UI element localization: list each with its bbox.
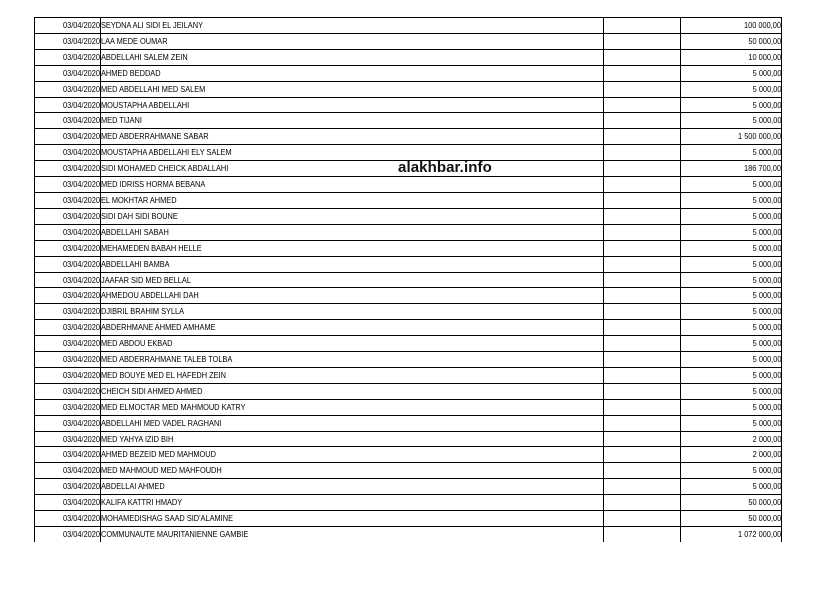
date-cell (35, 145, 101, 161)
amount-text: 5 000,00 (752, 401, 781, 412)
table-row (35, 240, 782, 256)
amount-cell (681, 18, 782, 34)
date-text: 03/04/2020 (63, 433, 100, 444)
amount-text: 5 000,00 (752, 369, 781, 380)
name-text: ABDELLAHI SALEM ZEIN (101, 51, 188, 62)
date-cell (35, 33, 101, 49)
amount-cell (681, 415, 782, 431)
empty-cell (604, 145, 681, 161)
date-text: 03/04/2020 (63, 497, 100, 508)
name-text: MED ABDELLAHI MED SALEM (101, 83, 206, 94)
name-cell (101, 192, 604, 208)
date-text: 03/04/2020 (63, 290, 100, 301)
amount-text: 5 000,00 (752, 465, 781, 476)
empty-cell (604, 129, 681, 145)
empty-cell (604, 49, 681, 65)
empty-cell (604, 240, 681, 256)
name-text: ABDELLAHI MED VADEL RAGHANI (101, 417, 222, 428)
date-text: 03/04/2020 (63, 465, 100, 476)
amount-text: 5 000,00 (752, 83, 781, 94)
table-row (35, 177, 782, 193)
empty-cell (604, 18, 681, 34)
empty-cell (604, 113, 681, 129)
amount-cell (681, 479, 782, 495)
name-text: AHMED BEDDAD (101, 67, 161, 78)
date-text: 03/04/2020 (63, 322, 100, 333)
date-text: 03/04/2020 (63, 83, 100, 94)
date-text: 03/04/2020 (63, 481, 100, 492)
amount-text: 100 000,00 (744, 20, 781, 30)
date-text: 03/04/2020 (63, 529, 100, 539)
amount-text: 5 000,00 (752, 385, 781, 396)
name-text: MED ELMOCTAR MED MAHMOUD KATRY (101, 401, 246, 412)
name-text: SEYDNA ALI SIDI EL JEILANY (101, 20, 204, 30)
date-cell (35, 49, 101, 65)
table-row (35, 527, 782, 542)
date-cell (35, 415, 101, 431)
amount-text: 5 000,00 (752, 338, 781, 349)
date-text: 03/04/2020 (63, 99, 100, 110)
name-cell (101, 208, 604, 224)
amount-cell (681, 177, 782, 193)
date-cell (35, 320, 101, 336)
name-cell (101, 177, 604, 193)
table-row (35, 18, 782, 34)
name-cell (101, 129, 604, 145)
name-cell (101, 18, 604, 34)
amount-text: 50 000,00 (748, 35, 781, 46)
empty-cell (604, 256, 681, 272)
amount-text: 2 000,00 (752, 449, 781, 460)
name-text: COMMUNAUTE MAURITANIENNE GAMBIE (101, 529, 249, 539)
amount-text: 5 000,00 (752, 417, 781, 428)
name-text: AHMED BEZEID MED MAHMOUD (101, 449, 216, 460)
date-cell (35, 352, 101, 368)
amount-cell (681, 463, 782, 479)
amount-cell (681, 192, 782, 208)
empty-cell (604, 272, 681, 288)
date-cell (35, 256, 101, 272)
date-cell (35, 81, 101, 97)
name-text: MEHAMEDEN BABAH HELLE (101, 242, 202, 253)
amount-text: 5 000,00 (752, 210, 781, 221)
name-text: AHMEDOU ABDELLAHI DAH (101, 290, 199, 301)
amount-text: 5 000,00 (752, 306, 781, 317)
name-text: KALIFA KATTRI HMADY (101, 497, 183, 508)
name-cell (101, 320, 604, 336)
name-cell (101, 224, 604, 240)
empty-cell (604, 208, 681, 224)
name-cell (101, 304, 604, 320)
name-cell (101, 49, 604, 65)
date-text: 03/04/2020 (63, 179, 100, 190)
name-cell (101, 399, 604, 415)
name-cell (101, 272, 604, 288)
amount-cell (681, 367, 782, 383)
amount-text: 50 000,00 (748, 513, 781, 524)
name-text: CHEICH SIDI AHMED AHMED (101, 385, 203, 396)
amount-cell (681, 431, 782, 447)
amount-text: 5 000,00 (752, 258, 781, 269)
empty-cell (604, 447, 681, 463)
amount-cell (681, 33, 782, 49)
name-text: JAAFAR SID MED BELLAL (101, 274, 191, 285)
amount-cell (681, 240, 782, 256)
table-row (35, 49, 782, 65)
empty-cell (604, 304, 681, 320)
name-text: ABDELLAI AHMED (101, 481, 165, 492)
date-text: 03/04/2020 (63, 306, 100, 317)
name-text: ABDERHMANE AHMED AMHAME (101, 322, 216, 333)
date-text: 03/04/2020 (63, 417, 100, 428)
table-row (35, 208, 782, 224)
name-cell (101, 367, 604, 383)
amount-text: 5 000,00 (752, 179, 781, 190)
amount-cell (681, 495, 782, 511)
date-text: 03/04/2020 (63, 354, 100, 365)
date-cell (35, 272, 101, 288)
amount-cell (681, 97, 782, 113)
date-text: 03/04/2020 (63, 194, 100, 205)
date-text: 03/04/2020 (63, 385, 100, 396)
date-text: 03/04/2020 (63, 51, 100, 62)
amount-text: 1 500 000,00 (737, 131, 781, 142)
name-cell (101, 431, 604, 447)
name-cell (101, 65, 604, 81)
table-row (35, 431, 782, 447)
name-text: SIDI DAH SIDI BOUNE (101, 210, 178, 221)
table-row (35, 399, 782, 415)
name-cell (101, 495, 604, 511)
date-cell (35, 208, 101, 224)
date-cell (35, 129, 101, 145)
date-text: 03/04/2020 (63, 369, 100, 380)
amount-cell (681, 511, 782, 527)
date-cell (35, 527, 101, 542)
name-cell (101, 288, 604, 304)
amount-cell (681, 272, 782, 288)
date-cell (35, 463, 101, 479)
name-text: MED IDRISS HORMA BEBANA (101, 179, 206, 190)
amount-cell (681, 81, 782, 97)
name-text: DJIBRIL BRAHIM SYLLA (101, 306, 185, 317)
name-cell (101, 240, 604, 256)
empty-cell (604, 177, 681, 193)
amount-cell (681, 288, 782, 304)
date-text: 03/04/2020 (63, 35, 100, 46)
table-row (35, 304, 782, 320)
date-text: 03/04/2020 (63, 210, 100, 221)
date-cell (35, 18, 101, 34)
amount-cell (681, 320, 782, 336)
amount-cell (681, 129, 782, 145)
name-text: MOUSTAPHA ABDELLAHI (101, 99, 190, 110)
table-row (35, 81, 782, 97)
name-text: MOHAMEDISHAG SAAD SID'ALAMINE (101, 513, 234, 524)
date-text: 03/04/2020 (63, 258, 100, 269)
name-cell (101, 256, 604, 272)
ledger-body (35, 18, 782, 542)
name-text: MED MAHMOUD MED MAHFOUDH (101, 465, 222, 476)
date-cell (35, 97, 101, 113)
date-cell (35, 367, 101, 383)
table-row (35, 192, 782, 208)
table-row (35, 479, 782, 495)
amount-cell (681, 161, 782, 177)
name-cell (101, 527, 604, 542)
amount-text: 5 000,00 (752, 322, 781, 333)
empty-cell (604, 431, 681, 447)
table-row (35, 447, 782, 463)
amount-text: 5 000,00 (752, 290, 781, 301)
empty-cell (604, 415, 681, 431)
date-cell (35, 336, 101, 352)
date-cell (35, 65, 101, 81)
name-cell (101, 33, 604, 49)
empty-cell (604, 352, 681, 368)
name-text: EL MOKHTAR AHMED (101, 194, 177, 205)
amount-cell (681, 383, 782, 399)
amount-text: 5 000,00 (752, 242, 781, 253)
date-cell (35, 511, 101, 527)
name-text: SIDI MOHAMED CHEICK ABDALLAHI (101, 163, 229, 174)
empty-cell (604, 192, 681, 208)
name-text: MED ABDOU EKBAD (101, 338, 173, 349)
amount-text: 10 000,00 (748, 51, 781, 62)
name-text: MOUSTAPHA ABDELLAHI ELY SALEM (101, 147, 232, 158)
date-text: 03/04/2020 (63, 67, 100, 78)
table-row (35, 288, 782, 304)
table-row (35, 511, 782, 527)
date-text: 03/04/2020 (63, 401, 100, 412)
amount-cell (681, 145, 782, 161)
name-text: MED YAHYA IZID BIH (101, 433, 174, 444)
table-row (35, 113, 782, 129)
table-row (35, 367, 782, 383)
watermark-text: alakhbar.info (398, 159, 492, 176)
empty-cell (604, 367, 681, 383)
table-row (35, 224, 782, 240)
table-row (35, 320, 782, 336)
empty-cell (604, 527, 681, 542)
date-cell (35, 113, 101, 129)
amount-cell (681, 352, 782, 368)
amount-cell (681, 447, 782, 463)
name-cell (101, 463, 604, 479)
name-cell (101, 97, 604, 113)
table-row (35, 272, 782, 288)
amount-cell (681, 65, 782, 81)
name-text: ABDELLAHI SABAH (101, 226, 169, 237)
empty-cell (604, 97, 681, 113)
name-cell (101, 479, 604, 495)
date-cell (35, 304, 101, 320)
empty-cell (604, 224, 681, 240)
name-cell (101, 447, 604, 463)
amount-cell (681, 49, 782, 65)
amount-cell (681, 224, 782, 240)
amount-text: 50 000,00 (748, 497, 781, 508)
table-row (35, 383, 782, 399)
empty-cell (604, 320, 681, 336)
table-row (35, 336, 782, 352)
date-cell (35, 431, 101, 447)
date-text: 03/04/2020 (63, 20, 100, 30)
date-text: 03/04/2020 (63, 226, 100, 237)
date-cell (35, 161, 101, 177)
donation-ledger (34, 17, 782, 542)
date-text: 03/04/2020 (63, 338, 100, 349)
amount-cell (681, 113, 782, 129)
date-cell (35, 495, 101, 511)
date-cell (35, 224, 101, 240)
amount-text: 5 000,00 (752, 67, 781, 78)
name-text: MED ABDERRAHMANE SABAR (101, 131, 209, 142)
name-cell (101, 145, 604, 161)
name-cell (101, 511, 604, 527)
empty-cell (604, 81, 681, 97)
empty-cell (604, 511, 681, 527)
date-text: 03/04/2020 (63, 163, 100, 174)
amount-cell (681, 304, 782, 320)
name-cell (101, 352, 604, 368)
name-cell (101, 383, 604, 399)
name-text: MED ABDERRAHMANE TALEB TOLBA (101, 354, 233, 365)
date-text: 03/04/2020 (63, 513, 100, 524)
empty-cell (604, 288, 681, 304)
date-cell (35, 240, 101, 256)
empty-cell (604, 463, 681, 479)
empty-cell (604, 383, 681, 399)
amount-text: 5 000,00 (752, 226, 781, 237)
date-cell (35, 288, 101, 304)
date-cell (35, 447, 101, 463)
table-row (35, 415, 782, 431)
table-row (35, 65, 782, 81)
amount-text: 2 000,00 (752, 433, 781, 444)
table-row (35, 33, 782, 49)
date-text: 03/04/2020 (63, 242, 100, 253)
amount-cell (681, 256, 782, 272)
amount-text: 5 000,00 (752, 194, 781, 205)
name-cell (101, 336, 604, 352)
empty-cell (604, 33, 681, 49)
empty-cell (604, 161, 681, 177)
name-text: MED BOUYE MED EL HAFEDH ZEIN (101, 369, 226, 380)
amount-text: 5 000,00 (752, 99, 781, 110)
amount-text: 5 000,00 (752, 147, 781, 158)
empty-cell (604, 495, 681, 511)
date-cell (35, 383, 101, 399)
table-row (35, 129, 782, 145)
amount-text: 5 000,00 (752, 481, 781, 492)
date-text: 03/04/2020 (63, 147, 100, 158)
table-row (35, 495, 782, 511)
table-row (35, 256, 782, 272)
date-cell (35, 479, 101, 495)
amount-text: 5 000,00 (752, 354, 781, 365)
amount-text: 5 000,00 (752, 115, 781, 126)
date-text: 03/04/2020 (63, 131, 100, 142)
amount-cell (681, 399, 782, 415)
date-text: 03/04/2020 (63, 115, 100, 126)
table-row (35, 97, 782, 113)
name-cell (101, 161, 604, 177)
amount-cell (681, 336, 782, 352)
name-cell (101, 81, 604, 97)
ledger-table (34, 17, 782, 542)
name-text: LAA MEDE OUMAR (101, 35, 168, 46)
amount-text: 1 072 000,00 (737, 529, 781, 539)
amount-cell (681, 208, 782, 224)
empty-cell (604, 479, 681, 495)
date-text: 03/04/2020 (63, 274, 100, 285)
table-row (35, 352, 782, 368)
empty-cell (604, 399, 681, 415)
amount-text: 5 000,00 (752, 274, 781, 285)
date-cell (35, 399, 101, 415)
name-text: MED TIJANI (101, 115, 142, 126)
table-row (35, 463, 782, 479)
amount-text: 186 700,00 (744, 163, 781, 174)
amount-cell (681, 527, 782, 542)
date-cell (35, 192, 101, 208)
date-cell (35, 177, 101, 193)
date-text: 03/04/2020 (63, 449, 100, 460)
empty-cell (604, 65, 681, 81)
empty-cell (604, 336, 681, 352)
name-text: ABDELLAHI BAMBA (101, 258, 170, 269)
name-cell (101, 113, 604, 129)
name-cell (101, 415, 604, 431)
